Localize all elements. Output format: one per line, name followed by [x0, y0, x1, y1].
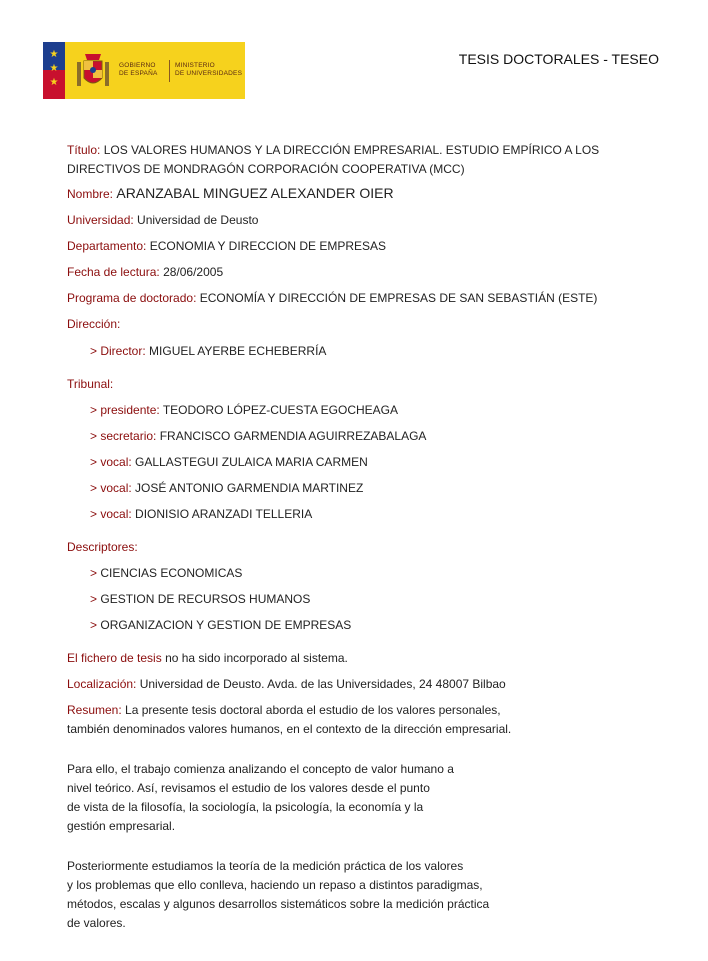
- localizacion-label: Localización:: [67, 677, 137, 691]
- universidad-label: Universidad:: [67, 213, 134, 227]
- tribunal-member: [67, 427, 667, 446]
- localizacion-value: Universidad de Deusto. Avda. de las Universidades, 24 48007 Bilbao: [139, 677, 506, 691]
- fecha-value: 28/06/2005: [163, 265, 224, 279]
- tribunal-name: DIONISIO ARANZADI TELLERIA: [135, 507, 313, 521]
- director-label: > Director:: [90, 344, 146, 358]
- tribunal-role: > secretario:: [90, 429, 157, 443]
- star-icon: ★: [49, 49, 59, 60]
- departamento-field: [67, 237, 667, 256]
- tribunal-member: [67, 453, 667, 472]
- descriptor-item: [67, 616, 667, 635]
- tribunal-role: > vocal:: [90, 507, 132, 521]
- fichero-value: no ha sido incorporado al sistema.: [165, 651, 348, 665]
- titulo-value: LOS VALORES HUMANOS Y LA DIRECCIÓN EMPRESARIAL. ESTUDIO EMPÍRICO A LOS: [103, 143, 600, 157]
- nombre-value: ARANZABAL MINGUEZ ALEXANDER OIER: [116, 185, 394, 201]
- thesis-record: [67, 141, 667, 933]
- programa-value: ECONOMÍA Y DIRECCIÓN DE EMPRESAS DE SAN SEBASTIÁN (ESTE): [199, 291, 598, 305]
- resumen-line: métodos, escalas y algunos desarrollos sistemáticos sobre la medición práctica: [67, 897, 490, 911]
- tribunal-member: [67, 505, 667, 524]
- direccion-label: Dirección:: [67, 317, 121, 331]
- resumen-text: también denominados valores humanos, en el contexto de la dirección empresarial.: [67, 722, 512, 736]
- titulo-label: Título:: [67, 143, 101, 157]
- director-value: MIGUEL AYERBE ECHEBERRÍA: [149, 344, 327, 358]
- programa-field: [67, 289, 667, 308]
- tribunal-list: [67, 401, 667, 524]
- page-title: TESIS DOCTORALES - TESEO: [458, 51, 659, 67]
- nombre-field: [67, 184, 667, 204]
- tribunal-member: [67, 401, 667, 420]
- descriptor-bullet: >: [90, 566, 98, 580]
- tribunal-member: [67, 479, 667, 498]
- titulo-field: [67, 141, 667, 179]
- star-icon: ★: [49, 63, 59, 74]
- coat-of-arms-icon: [73, 50, 113, 92]
- director-field: [67, 342, 667, 361]
- resumen-paragraph: [67, 857, 667, 933]
- fecha-field: [67, 263, 667, 282]
- flag-stripe: [43, 42, 65, 99]
- descriptor-text: CIENCIAS ECONOMICAS: [100, 566, 243, 580]
- gobierno-logo: [43, 42, 245, 99]
- nombre-label: Nombre:: [67, 187, 114, 201]
- resumen-line: Posteriormente estudiamos la teoría de la medición práctica de los valores: [67, 859, 464, 873]
- tribunal-name: FRANCISCO GARMENDIA AGUIRREZABALAGA: [159, 429, 427, 443]
- resumen-line: de vista de la filosofía, la sociología, la psicología, la economía y la: [67, 800, 424, 814]
- localizacion-field: [67, 675, 667, 694]
- resumen-text: La presente tesis doctoral aborda el estudio de los valores personales,: [125, 703, 501, 717]
- departamento-label: Departamento:: [67, 239, 147, 253]
- resumen-label: Resumen:: [67, 703, 122, 717]
- tribunal-label: Tribunal:: [67, 377, 114, 391]
- resumen-line: de valores.: [67, 916, 126, 930]
- fichero-label: El fichero de tesis: [67, 651, 162, 665]
- descriptores-label: Descriptores:: [67, 540, 138, 554]
- resumen-line: nivel teórico. Así, revisamos el estudio de los valores desde el punto: [67, 781, 430, 795]
- tribunal-role: > presidente:: [90, 403, 160, 417]
- resumen-line: Para ello, el trabajo comienza analizando el concepto de valor humano a: [67, 762, 454, 776]
- tribunal-role: > vocal:: [90, 481, 132, 495]
- universidad-field: [67, 211, 667, 230]
- resumen-paragraph: [67, 760, 667, 836]
- descriptor-item: [67, 564, 667, 583]
- logo-gobierno-text: GOBIERNO DE ESPAÑA: [119, 62, 158, 77]
- resumen-line: y los problemas que ello conlleva, haciendo un repaso a distintos paradigmas,: [67, 878, 483, 892]
- universidad-value: Universidad de Deusto: [137, 213, 259, 227]
- descriptor-text: ORGANIZACION Y GESTION DE EMPRESAS: [100, 618, 352, 632]
- star-icon: ★: [49, 77, 59, 88]
- fichero-field: [67, 649, 667, 668]
- fecha-label: Fecha de lectura:: [67, 265, 160, 279]
- descriptor-bullet: >: [90, 618, 98, 632]
- descriptores-list: [67, 564, 667, 635]
- tribunal-role: > vocal:: [90, 455, 132, 469]
- tribunal-name: JOSÉ ANTONIO GARMENDIA MARTINEZ: [135, 481, 364, 495]
- resumen-line: gestión empresarial.: [67, 819, 176, 833]
- descriptor-bullet: >: [90, 592, 98, 606]
- resumen-field: [67, 701, 667, 933]
- departamento-value: ECONOMIA Y DIRECCION DE EMPRESAS: [149, 239, 387, 253]
- descriptor-item: [67, 590, 667, 609]
- titulo-value-line2: DIRECTIVOS DE MONDRAGÓN CORPORACIÓN COOPERATIVA (MCC): [67, 162, 465, 176]
- programa-label: Programa de doctorado:: [67, 291, 197, 305]
- logo-ministerio-text: MINISTERIO DE UNIVERSIDADES: [175, 62, 243, 77]
- descriptor-text: GESTION DE RECURSOS HUMANOS: [100, 592, 311, 606]
- tribunal-name: TEODORO LÓPEZ-CUESTA EGOCHEAGA: [162, 403, 398, 417]
- tribunal-name: GALLASTEGUI ZULAICA MARIA CARMEN: [135, 455, 368, 469]
